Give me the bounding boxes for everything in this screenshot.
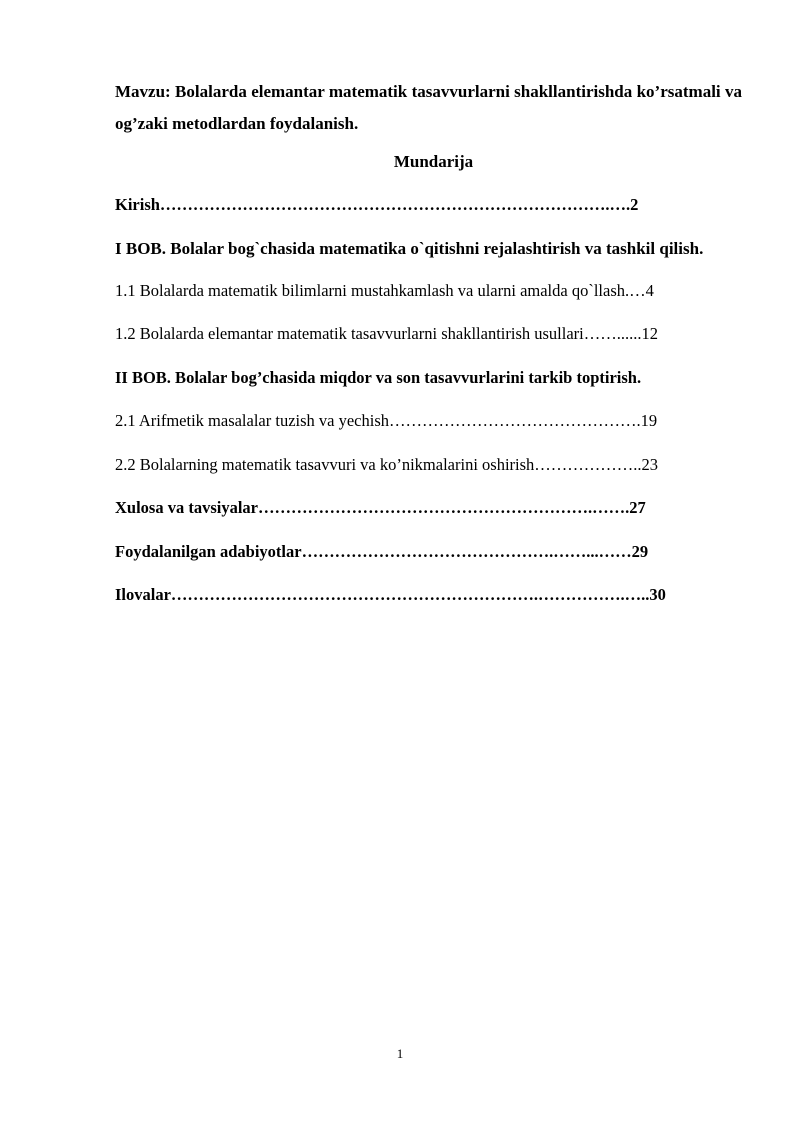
toc-entry-1-2: 1.2 Bolalarda elemantar matematik tasavvurlarni shakllantirish usullari……......12 bbox=[115, 324, 658, 343]
toc-entry-conclusion: Xulosa va tavsiyalar…………………………………………………….…….27 bbox=[115, 498, 646, 517]
topic-heading: Mavzu: Bolalarda elemantar matematik tasavvurlarni shakllantirishda ko’rsatmali va og’zaki metodlardan foydalanish. bbox=[115, 82, 742, 133]
document-page bbox=[115, 76, 742, 628]
toc-chapter-1: I BOB. Bolalar bog`chasida matematika o`qitishni rejalashtirish va tashkil qilish. bbox=[115, 238, 704, 258]
toc-entry-1-1: 1.1 Bolalarda matematik bilimlarni mustahkamlash va ularni amalda qo`llash.…4 bbox=[115, 280, 654, 300]
page-number: 1 bbox=[396, 1046, 404, 1061]
toc-entry-references: Foydalanilgan adabiyotlar……………………………………….……...……29 bbox=[115, 541, 649, 561]
toc-entry-appendices: Ilovalar………………………………………………………….…………….…..30 bbox=[115, 585, 666, 604]
toc-entry-2-1: 2.1 Arifmetik masalalar tuzish va yechish……………………………………….19 bbox=[115, 411, 658, 430]
toc-entry-2-2: 2.2 Bolalarning matematik tasavvuri va ko’nikmalarini oshirish………………..23 bbox=[115, 454, 659, 474]
table-of-contents bbox=[115, 194, 742, 606]
toc-entry-introduction: Kirish……………………………………………………………………….….2 bbox=[115, 195, 639, 214]
toc-chapter-2: II BOB. Bolalar bog’chasida miqdor va son tasavvurlarini tarkib toptirish. bbox=[115, 367, 642, 387]
toc-title: Mundarija bbox=[393, 152, 474, 171]
